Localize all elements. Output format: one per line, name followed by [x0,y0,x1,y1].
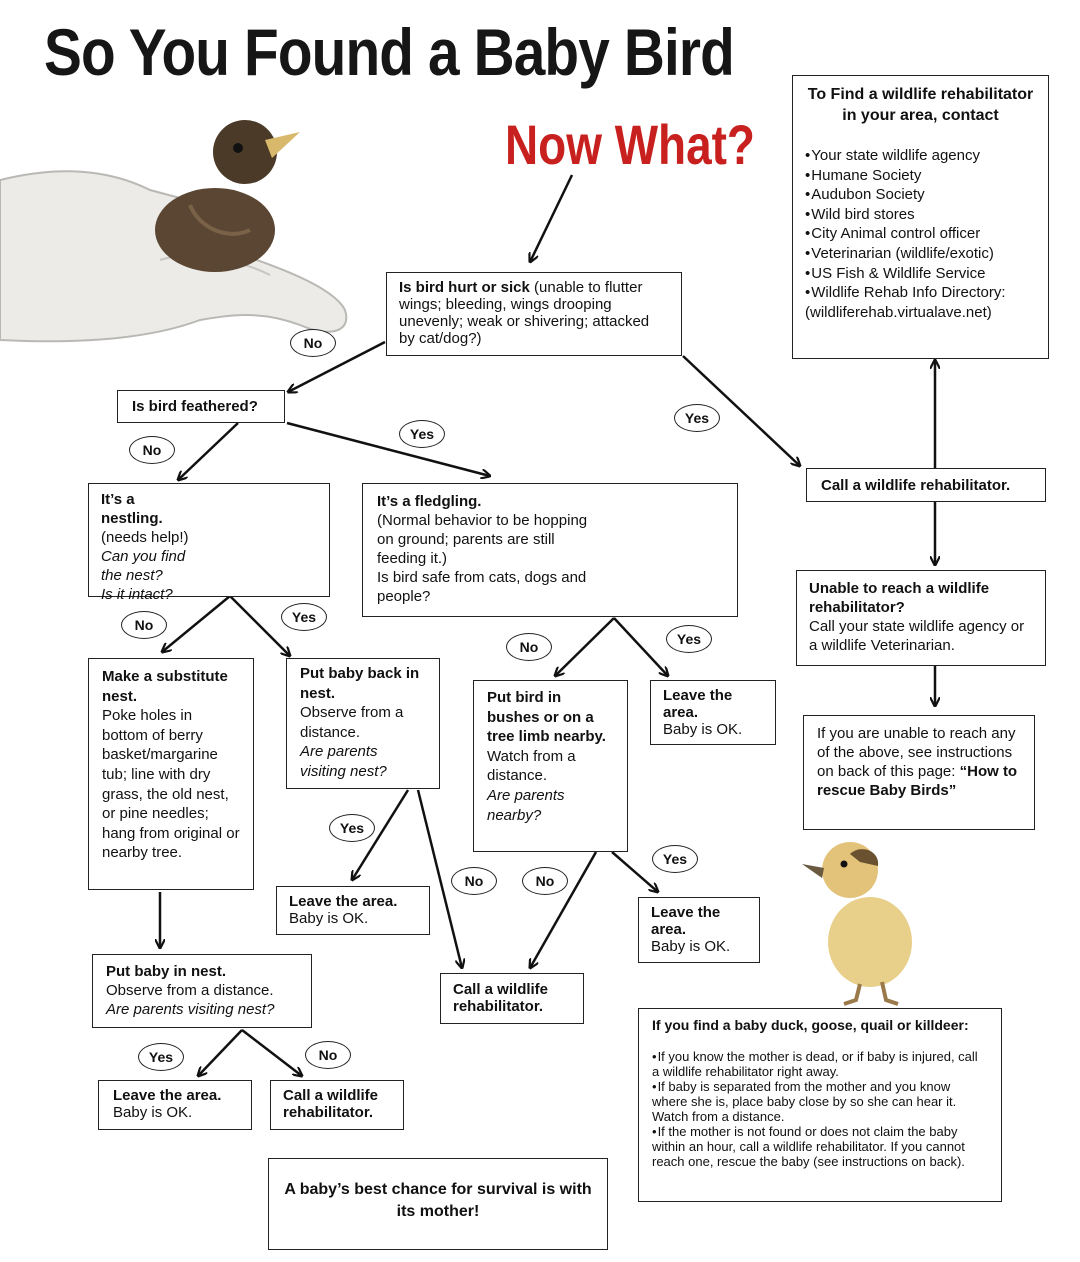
put-bushes-title: Put bird in bushes or on a tree limb nearby. [487,689,606,746]
list-item: • Wild bird stores [805,205,1036,225]
call-rehab-box-bottom: Call a wildlife rehabilitator. [270,1080,404,1130]
call-rehab-box: Call a wildlife rehabilitator. [806,468,1046,502]
fledgling-title: It’s a fledgling. [377,493,482,510]
duck-info-box [638,1008,1002,1202]
substitute-nest-instructions: Poke holes in bottom of berry basket/margarine tub; line with dry grass, the old nest, or pine needles; hang from original or nearby tree. [102,707,240,862]
nestling-box [88,483,330,603]
put-in-nest-box [92,954,312,1028]
page-subtitle: Now What? [505,113,755,176]
put-in-nest-title: Put baby in nest. [106,963,227,980]
unable-reach-box [796,570,1046,666]
contact-heading: To Find a wildlife rehabilitator in your area, contact [807,86,1034,124]
list-item: • If you know the mother is dead, or if baby is injured, call a wildlife rehabilitator right away. [652,1049,988,1079]
leave-area-title: Leave the area. [651,904,721,938]
put-back-title: Put baby back in nest. [300,665,420,702]
yes-label: Yes [666,625,712,653]
substitute-nest-title: Make a substitute nest. [102,668,228,705]
best-chance-box: A baby’s best chance for survival is with its mother! [268,1158,608,1250]
yes-label: Yes [281,603,327,631]
duck-info-list [652,1049,988,1169]
fledgling-description: (Normal behavior to be hopping on ground; parents are still feeding it.) [377,512,588,567]
rescue-guide-reference: “How to rescue Baby Birds” [817,763,1018,799]
put-bushes-box [473,680,628,852]
contact-info-box [792,75,1049,359]
put-bushes-instruction: Watch from a distance. [487,747,576,785]
yes-label: Yes [674,404,720,432]
nestling-note: (needs help!) [101,529,189,546]
substitute-nest-box [88,658,254,890]
question-feathered-box: Is bird feathered? [117,390,285,423]
unable-any-box [803,715,1035,830]
no-label: No [522,867,568,895]
leave-area-box-right [638,897,760,963]
list-item: • US Fish & Wildlife Service [805,264,1036,284]
put-back-question: Are parents visiting nest? [300,743,387,780]
leave-area-note: Baby is OK. [651,938,731,955]
call-rehab-box-mid: Call a wildlife rehabilitator. [440,973,584,1024]
put-in-nest-instruction: Observe from a distance. [106,982,274,999]
yes-label: Yes [138,1043,184,1071]
list-item: • Your state wildlife agency [805,146,1036,166]
put-bushes-question: Are parents nearby? [487,786,565,824]
put-back-box [286,658,440,789]
list-item: • If baby is separated from the mother and you know where she is, place baby close by so she can hear it. Watch from a distance. [652,1079,988,1124]
page-title: So You Found a Baby Bird [44,15,734,89]
list-item: • City Animal control officer [805,224,1036,244]
leave-area-title: Leave the area. [113,1087,222,1104]
nestling-question-intact: Is it intact? [101,586,173,603]
leave-area-title: Leave the area. [663,687,733,721]
list-item: • Humane Society [805,166,1036,186]
fledgling-question: Is bird safe from cats, dogs and people? [377,569,587,605]
no-label: No [506,633,552,661]
question-hurt-title: Is bird hurt or sick [399,279,530,296]
yes-label: Yes [399,420,445,448]
no-label: No [129,436,175,464]
duck-info-heading: If you find a baby duck, goose, quail or killdeer: [652,1017,969,1033]
nestling-question-find: Can you find the nest? [101,548,186,584]
no-label: No [290,329,336,357]
fledgling-box [362,483,738,617]
contact-list [805,146,1036,322]
list-item: • Wildlife Rehab Info Directory: (wildliferehab.virtualave.net) [805,283,1036,322]
yes-label: Yes [652,845,698,873]
unable-reach-detail: Call your state wildlife agency or a wildlife Veterinarian. [809,618,1025,654]
list-item: • Audubon Society [805,185,1036,205]
leave-area-box-fledgling [650,680,776,745]
put-in-nest-question: Are parents visiting nest? [106,1001,275,1018]
nestling-title: It’s a nestling. [101,491,163,527]
no-label: No [451,867,497,895]
list-item: • If the mother is not found or does not claim the baby within an hour, call a wildlife rehabilitator. If you cannot reach one, rescue the baby (see instructions on back). [652,1124,988,1169]
unable-reach-title: Unable to reach a wildlife rehabilitator? [809,580,990,616]
leave-area-box-bottom [98,1080,252,1130]
no-label: No [121,611,167,639]
list-item: • Veterinarian (wildlife/exotic) [805,244,1036,264]
question-hurt-detail: (unable to flutter wings; bleeding, wings drooping unevenly; weak or shivering; attacked by cat/dog?) [399,279,650,347]
leave-area-note: Baby is OK. [113,1104,193,1121]
question-hurt-box [386,272,682,356]
unable-any-text: If you are unable to reach any of the above, see instructions on back of this page: [817,725,1016,780]
leave-area-note: Baby is OK. [289,910,369,927]
put-back-instruction: Observe from a distance. [300,704,404,741]
yes-label: Yes [329,814,375,842]
leave-area-box-mid [276,886,430,935]
leave-area-note: Baby is OK. [663,721,743,738]
leave-area-title: Leave the area. [289,893,398,910]
no-label: No [305,1041,351,1069]
